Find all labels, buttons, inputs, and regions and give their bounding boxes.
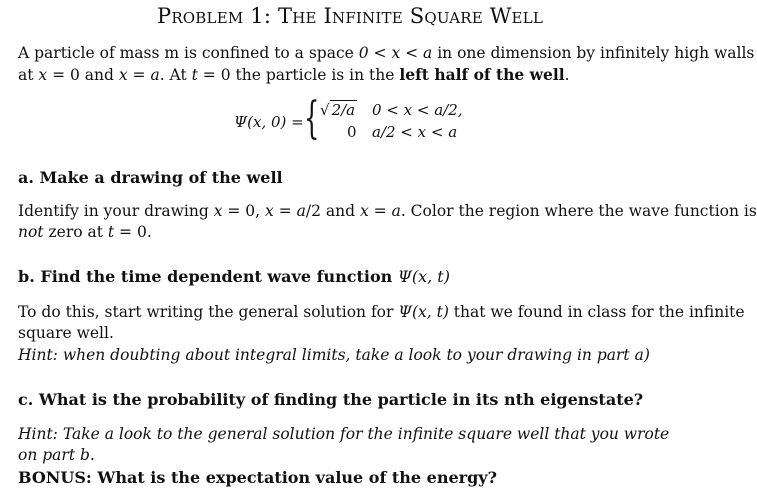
equation-lhs: Ψ(x, 0) = [234,113,304,131]
page-title: Problem 1: The Infinite Square Well [156,4,544,28]
equation-brace: { [304,93,320,144]
math-var: x [118,66,128,84]
part-a-text: = 0. [114,223,152,241]
part-a-text: = [273,202,297,220]
part-b-hint: Hint: when doubting about integral limits, take a look to your drawing in part a) [18,346,650,364]
math-var: a [296,202,306,220]
sqrt-symbol: √ [320,101,330,119]
sqrt-radicand: 2/a [331,101,356,119]
part-b-text: that we found in class for the infinite [448,303,745,321]
intro-text: . [564,66,570,84]
intro-text: A particle of mass m is confined to a space [18,44,359,62]
intro-text: at [18,66,39,84]
part-b-heading-math: Ψ(x, t) [397,267,450,286]
emphasis-left-half: left half of the well [399,65,565,84]
math-var: a [150,66,160,84]
part-a-line-1 [18,201,757,222]
emphasis-not: not [18,223,44,241]
intro-text: = [127,66,151,84]
intro-line-2 [18,64,684,86]
equation-row-1-value [320,101,357,119]
intro-line-1 [18,43,755,64]
intro-math-range: 0 < x < a [358,44,433,62]
math-var: x [213,202,223,220]
part-a-text: . Color the region where the wave function is [400,202,757,220]
part-a-text: /2 and [305,202,360,220]
equation-row-2-condition: a/2 < x < a [372,123,458,141]
intro-text: = 0 the particle is in the [197,66,400,84]
part-c-heading: c. What is the probability of finding the particle in its nth eigenstate? [18,390,644,409]
math-var: a [391,202,401,220]
part-c-hint: Hint: Take a look to the general solution for the infinite square well that you wrote on part b. [18,425,670,464]
part-a-text: Identify in your drawing [18,202,214,220]
intro-text: . At [159,66,192,84]
part-b-heading-text: b. Find the time dependent wave function [18,267,398,286]
equation-row-1-condition: 0 < x < a/2, [372,101,463,119]
part-b-math: Ψ(x, t) [398,303,449,321]
part-a-heading: a. Make a drawing of the well [18,168,283,187]
intro-text: in one dimension by infinitely high walls [432,44,755,62]
part-b-paragraph [18,302,745,344]
math-var: x [38,66,48,84]
part-a-text: = 0, [222,202,266,220]
intro-paragraph [18,43,755,86]
bonus-heading: BONUS: What is the expectation value of the energy? [18,468,497,487]
part-b-line-2: square well. [18,324,114,342]
part-b-heading [18,267,450,286]
equation-row-2-value: 0 [347,123,357,141]
math-var: x [359,202,369,220]
math-var: x [265,202,274,220]
part-a-text: = [368,202,392,220]
part-b-text: To do this, start writing the general solution for [18,303,399,321]
intro-text: = 0 and [47,66,119,84]
part-a-line-2 [18,222,684,243]
part-a-text: zero at [43,223,108,241]
math-var: t [191,66,198,84]
math-var: t [107,223,115,241]
part-a-paragraph [18,201,757,243]
part-b-line-1 [18,302,745,323]
